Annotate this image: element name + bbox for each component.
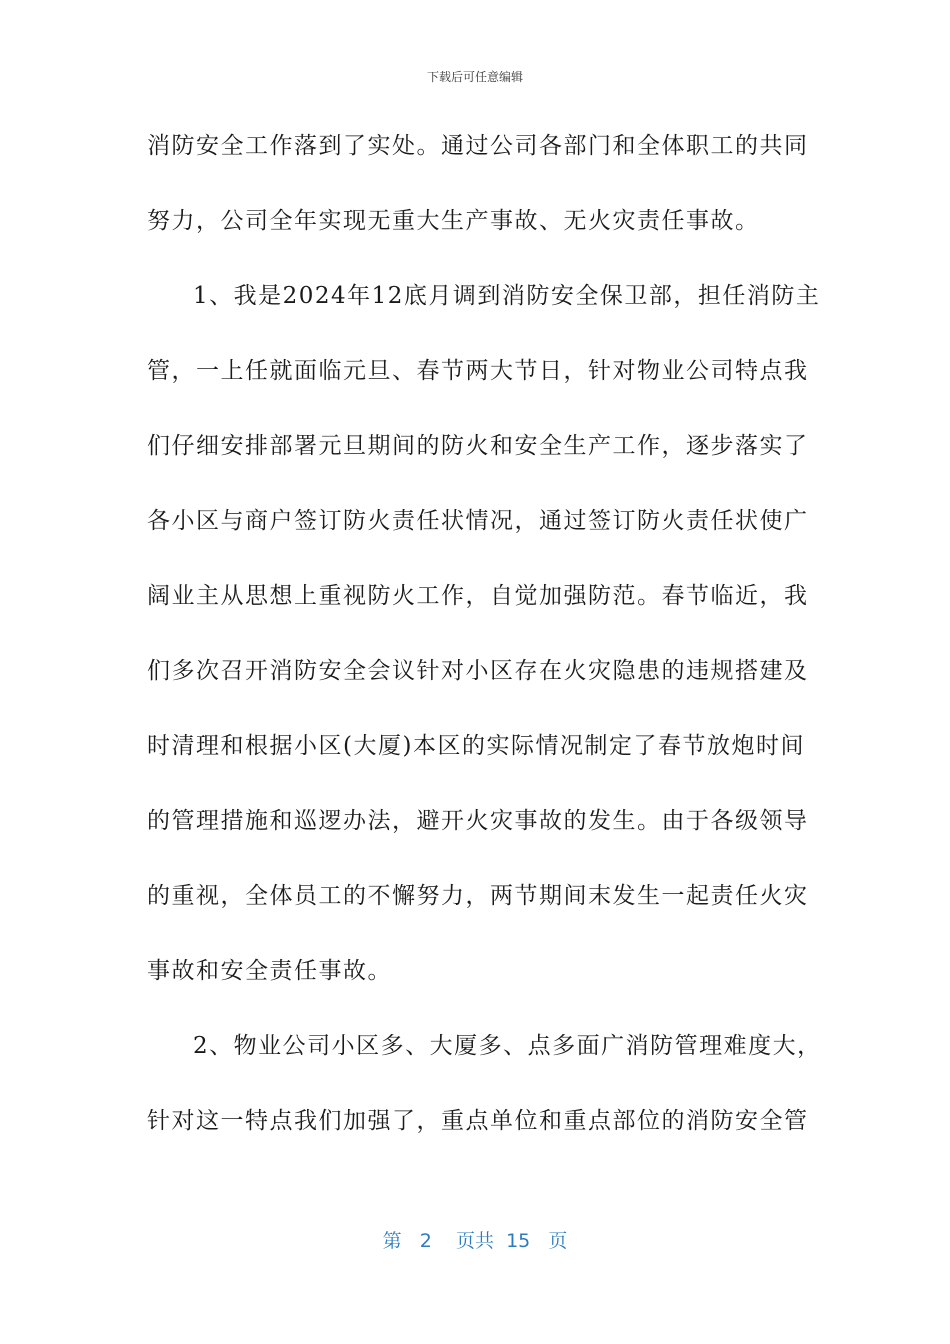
text-line: 事故和安全责任事故。 [147,958,392,984]
footer-suffix: 页 [548,1230,568,1252]
text-line: 消防安全工作落到了实处。通过公司各部门和全体职工的共同 [147,133,809,159]
page-footer [0,1226,950,1253]
text-line: 时清理和根据小区(大厦)本区的实际情况制定了春节放炮时间 [147,733,805,759]
text-line: 1、我是2024年12底月调到消防安全保卫部，担任消防主 [193,283,821,309]
text-line: 管，一上任就面临元旦、春节两大节日，针对物业公司特点我 [147,358,809,384]
footer-page-number: 2 [419,1230,432,1252]
footer-prefix: 第 [382,1230,402,1252]
footer-middle: 页共 [455,1230,494,1252]
paragraph-item-2 [147,1022,822,1172]
text-line: 针对这一特点我们加强了，重点单位和重点部位的消防安全管 [147,1108,809,1134]
text-line: 阔业主从思想上重视防火工作，自觉加强防范。春节临近，我 [147,583,809,609]
text-line: 们多次召开消防安全会议针对小区存在火灾隐患的违规搭建及 [147,658,809,684]
document-body [147,122,822,1172]
paragraph-continuation [147,122,807,272]
text-line: 们仔细安排部署元旦期间的防火和安全生产工作，逐步落实了 [147,433,809,459]
paragraph-item-1 [147,272,821,1022]
text-line: 努力，公司全年实现无重大生产事故、无火灾责任事故。 [147,208,760,234]
text-line: 的重视，全体员工的不懈努力，两节期间末发生一起责任火灾 [147,883,809,909]
footer-total-pages: 15 [506,1230,531,1252]
text-line: 2、物业公司小区多、大厦多、点多面广消防管理难度大， [193,1033,822,1059]
page-header: 下载后可任意编辑 [426,70,523,84]
text-line: 各小区与商户签订防火责任状情况，通过签订防火责任状使广 [147,508,809,534]
text-line: 的管理措施和巡逻办法，避开火灾事故的发生。由于各级领导 [147,808,809,834]
